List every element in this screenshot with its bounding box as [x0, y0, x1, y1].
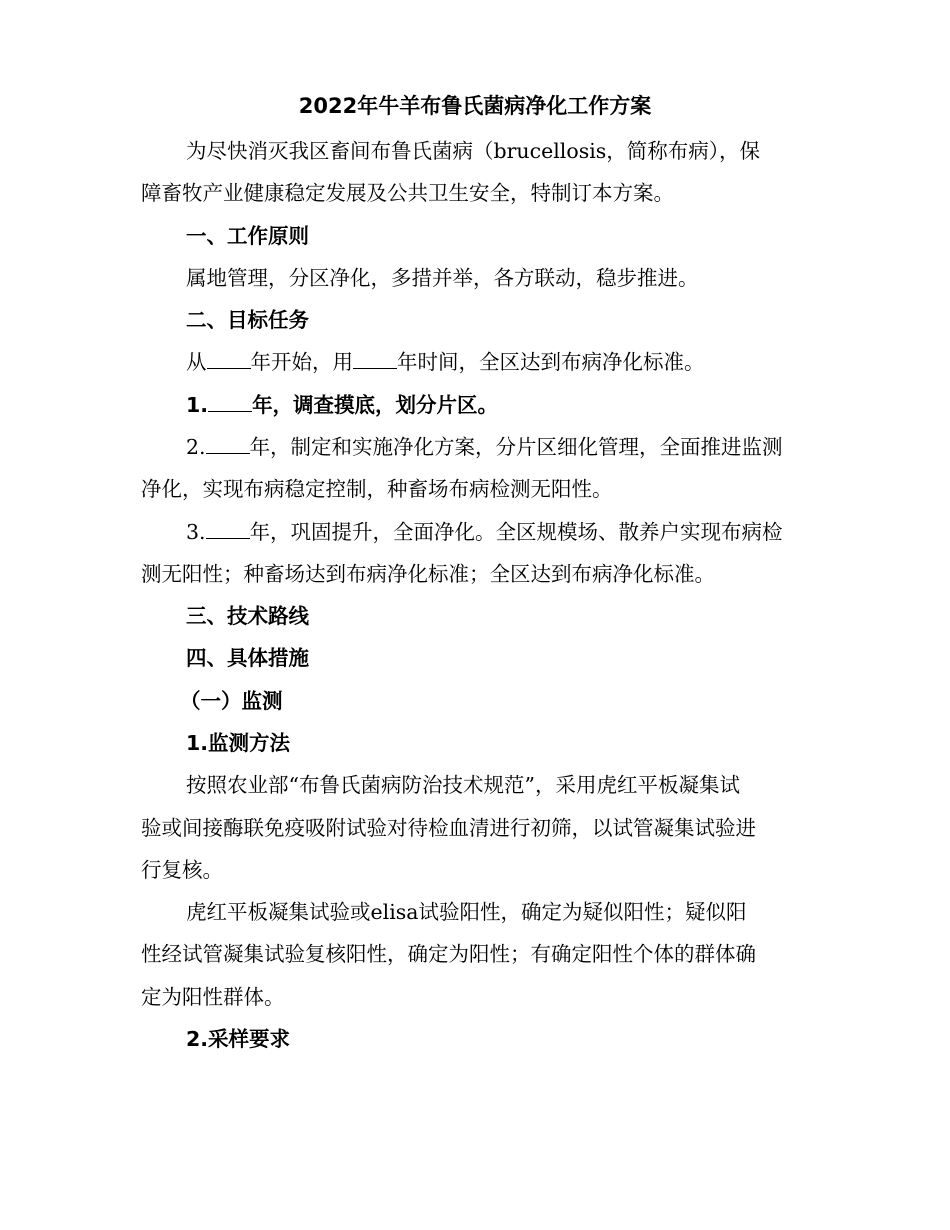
goal-item-1-number: 1. — [186, 393, 209, 417]
heading-monitoring-method: 1.监测方法 — [186, 731, 291, 755]
subsection-heading-monitoring: （一）监测 — [180, 689, 283, 713]
section-heading-goals: 二、目标任务 — [186, 308, 309, 332]
blank-line — [206, 518, 250, 539]
method-paragraph-2-line-3: 定为阳性群体。 — [141, 985, 285, 1009]
section-heading-measures: 四、具体措施 — [186, 646, 309, 670]
goal-item-3 — [186, 518, 783, 546]
goals-text — [186, 348, 705, 376]
goals-text-part-a: 从 — [186, 350, 207, 374]
goals-text-part-c: 年时间，全区达到布病净化标准。 — [397, 350, 705, 374]
intro-line-2: 障畜牧产业健康稳定发展及公共卫生安全，特制订本方案。 — [141, 181, 674, 205]
heading-sampling-requirements: 2.采样要求 — [186, 1027, 291, 1051]
method-paragraph-2-line-1: 虎红平板凝集试验或elisa试验阳性，确定为疑似阳性；疑似阳 — [186, 900, 747, 924]
intro-line-1: 为尽快消灭我区畜间布鲁氏菌病（brucellosis，简称布病），保 — [186, 139, 761, 163]
goal-item-2-text: 年，制定和实施净化方案，分片区细化管理，全面推进监测 — [249, 435, 783, 459]
method-paragraph-1-line-1: 按照农业部“布鲁氏菌病防治技术规范”，采用虎红平板凝集试 — [186, 773, 740, 797]
section-heading-principles: 一、工作原则 — [186, 224, 309, 248]
blank-line — [208, 391, 252, 412]
goals-text-part-b: 年开始，用 — [250, 350, 353, 374]
document-title: 2022年牛羊布鲁氏菌病净化工作方案 — [298, 94, 652, 118]
principles-text: 属地管理，分区净化，多措并举，各方联动，稳步推进。 — [186, 266, 699, 290]
goal-item-2 — [186, 433, 783, 461]
goal-item-3-text: 年，巩固提升，全面净化。全区规模场、散养户实现布病检 — [249, 520, 783, 544]
method-paragraph-1-line-2: 验或间接酶联免疫吸附试验对待检血清进行初筛，以试管凝集试验进 — [141, 816, 756, 840]
goal-item-3-line-2: 测无阳性；种畜场达到布病净化标准；全区达到布病净化标准。 — [141, 562, 715, 586]
blank-line — [353, 348, 397, 369]
goal-item-1 — [186, 391, 498, 419]
blank-line — [206, 433, 250, 454]
section-heading-technical-route: 三、技术路线 — [186, 604, 309, 628]
blank-line — [207, 348, 251, 369]
goal-item-2-line-2: 净化，实现布病稳定控制，种畜场布病检测无阳性。 — [141, 477, 613, 501]
method-paragraph-2-line-2: 性经试管凝集试验复核阳性，确定为阳性；有确定阳性个体的群体确 — [141, 942, 756, 966]
method-paragraph-1-line-3: 行复核。 — [141, 858, 223, 882]
goal-item-1-text: 年，调查摸底，划分片区。 — [252, 393, 499, 417]
goal-item-2-number: 2. — [186, 435, 206, 459]
goal-item-3-number: 3. — [186, 520, 206, 544]
